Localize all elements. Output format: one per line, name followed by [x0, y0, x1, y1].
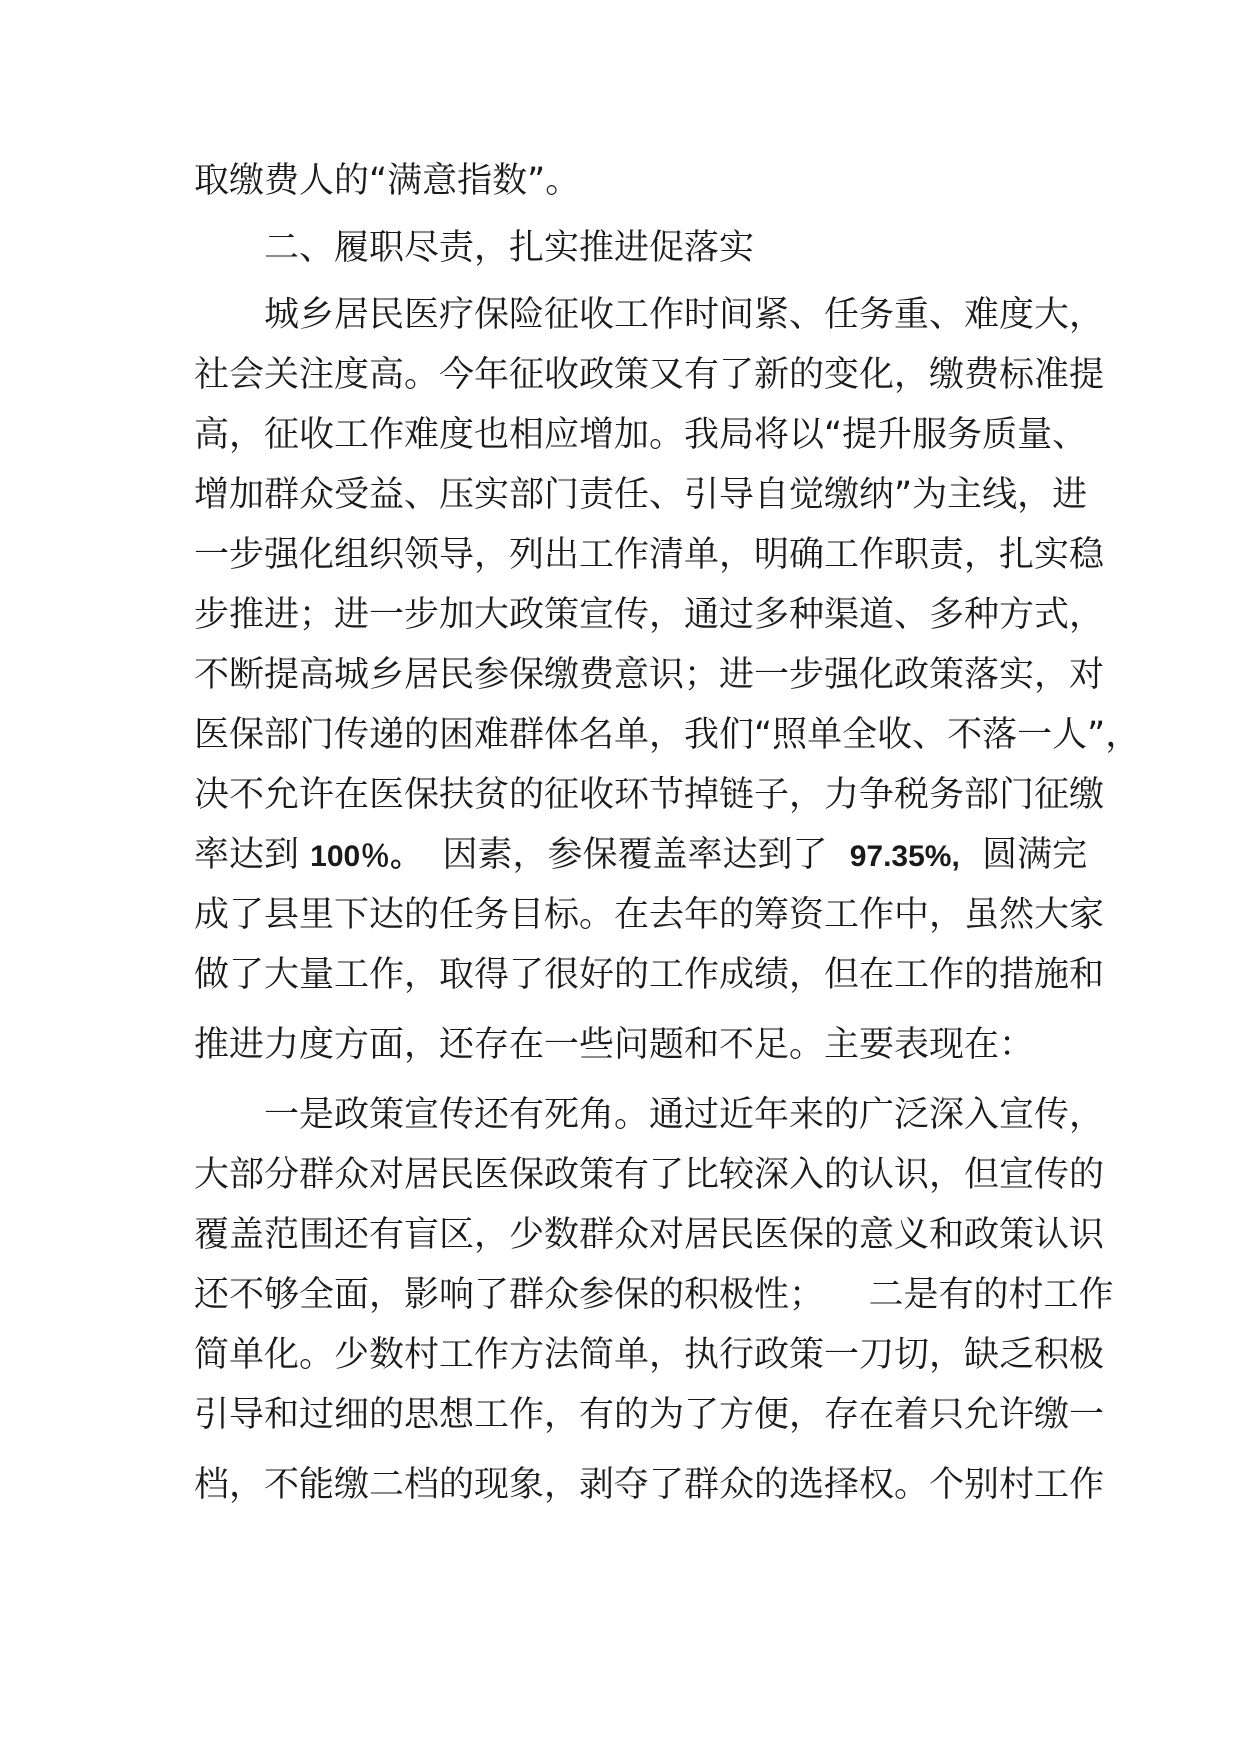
- text-line-with-figures: [194, 833, 1088, 879]
- text-line: 城乡居民医疗保险征收工作时间紧、任务重、难度大，: [264, 295, 1105, 335]
- text-segment: 率达到: [194, 835, 311, 875]
- text-line: 一步强化组织领导，列出工作清单，明确工作职责，扎实稳: [194, 535, 1105, 575]
- text-segment: 因素，参保覆盖率达到了: [420, 835, 850, 875]
- coverage-rate-value: 97.35%,: [849, 840, 960, 873]
- collection-rate-value: 100％。: [310, 840, 421, 873]
- text-line: 取缴费人的“满意指数”。: [194, 161, 581, 201]
- text-line: 社会关注度高。今年征收政策又有了新的变化，缴费标准提: [194, 355, 1105, 395]
- text-line: 医保部门传递的困难群体名单，我们“照单全收、不落一人”，: [194, 715, 1141, 755]
- text-segment: 圆满完: [959, 835, 1088, 875]
- text-line: 简单化。少数村工作方法简单，执行政策一刀切，缺乏积极: [194, 1335, 1105, 1375]
- text-line: 还不够全面，影响了群众参保的积极性； 二是有的村工作: [194, 1275, 1114, 1315]
- text-line: 覆盖范围还有盲区，少数群众对居民医保的意义和政策认识: [194, 1215, 1105, 1255]
- text-line: 增加群众受益、压实部门责任、引导自觉缴纳”为主线，进: [194, 475, 1088, 515]
- text-line: 推进力度方面，还存在一些问题和不足。主要表现在：: [194, 1025, 1035, 1065]
- text-line: 做了大量工作，取得了很好的工作成绩，但在工作的措施和: [194, 955, 1105, 995]
- text-line: 一是政策宣传还有死角。通过近年来的广泛深入宣传，: [264, 1095, 1105, 1135]
- text-line: 引导和过细的思想工作，有的为了方便，存在着只允许缴一: [194, 1395, 1105, 1435]
- text-line: 成了县里下达的任务目标。在去年的筹资工作中，虽然大家: [194, 895, 1105, 935]
- text-line: 步推进；进一步加大政策宣传，通过多种渠道、多种方式，: [194, 595, 1105, 635]
- text-line: 决不允许在医保扶贫的征收环节掉链子，力争税务部门征缴: [194, 775, 1105, 815]
- section-heading: 二、履职尽责，扎实推进促落实: [264, 228, 755, 268]
- text-line: 档，不能缴二档的现象，剥夺了群众的选择权。个别村工作: [194, 1465, 1105, 1505]
- text-line: 不断提高城乡居民参保缴费意识；进一步强化政策落实，对: [194, 655, 1105, 695]
- text-line: 高，征收工作难度也相应增加。我局将以“提升服务质量、: [194, 415, 1088, 455]
- text-line: 大部分群众对居民医保政策有了比较深入的认识，但宣传的: [194, 1155, 1105, 1195]
